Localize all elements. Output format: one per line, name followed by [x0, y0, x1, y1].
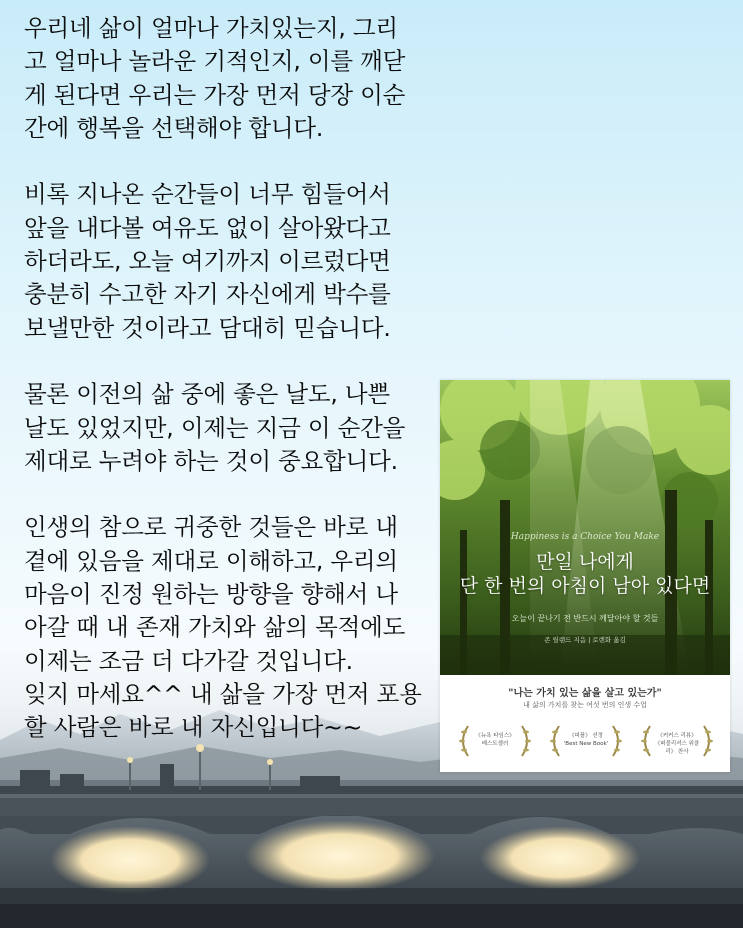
paragraph-gap	[24, 345, 444, 378]
text-line: 앞을 내다볼 여유도 없이 살아왔다고	[24, 213, 391, 242]
text-line: 마음이 진정 원하는 방향을 향해서 나	[24, 580, 398, 609]
book-english-title: Happiness is a Choice You Make	[510, 532, 660, 542]
text-line: 아갈 때 내 존재 가치와 삶의 목적에도	[24, 613, 406, 642]
paragraph-gap	[24, 478, 444, 511]
text-line: 간에 행복을 선택해야 합니다.	[24, 113, 324, 142]
text-line: 인생의 참으로 귀중한 것들은 바로 내	[24, 513, 398, 542]
award-badge	[638, 722, 716, 760]
paragraph-gap	[24, 145, 444, 178]
text-line: 할 사람은 바로 내 자신입니다~~	[24, 713, 363, 742]
text-line: 하더라도, 오늘 여기까지 이르렀다면	[24, 247, 391, 276]
book-quote-sub: 내 삶의 가치를 찾는 여섯 번의 인생 수업	[523, 701, 647, 709]
award-line: 《피플》 선정	[568, 733, 603, 739]
award-label	[652, 732, 702, 756]
award-line: 《뉴욕 타임스》	[475, 733, 515, 739]
text-line: 잊지 마세요^^ 내 삶을 가장 먼저 포용	[24, 679, 422, 708]
text-line: 제대로 누려야 하는 것이 중요합니다.	[24, 446, 398, 475]
award-badge	[456, 722, 534, 760]
award-label	[561, 732, 611, 748]
book-title-line: 만일 나에게	[536, 551, 634, 573]
text-line: 충분히 수고한 자기 자신에게 박수를	[24, 280, 391, 309]
text-line: 곁에 있음을 제대로 이해하고, 우리의	[24, 546, 398, 575]
text-line: 고 얼마나 놀라운 기적인지, 이를 깨닫	[24, 47, 406, 76]
book-author: 존 릴랜드 지음 | 로렌화 옮김	[544, 636, 626, 644]
text-line: 이제는 조금 더 다가갈 것입니다.	[24, 646, 353, 675]
book-cover-art	[440, 380, 730, 675]
text-line: 물론 이전의 삶 중에 좋은 날도, 나쁜	[24, 380, 390, 409]
book-quote: "나는 가치 있는 삶을 살고 있는가"	[508, 688, 662, 699]
award-line: 'Best New Book'	[563, 741, 609, 747]
book-subtitle: 오늘이 끝나기 전 반드시 깨달아야 할 것들	[511, 614, 659, 623]
forest-image	[440, 380, 730, 675]
text-line: 우리네 삶이 얼마나 가치있는지, 그리	[24, 14, 398, 42]
book-cover	[440, 380, 730, 772]
text-line: 비록 지나온 순간들이 너무 힘들어서	[24, 180, 391, 209]
main-text	[24, 12, 444, 745]
award-badge	[547, 722, 625, 760]
award-label	[470, 732, 520, 748]
book-title	[440, 550, 730, 598]
award-line: 《커커스 리뷰》	[657, 733, 697, 739]
award-line: 베스트셀러	[481, 741, 509, 747]
text-line: 보낼만한 것이라고 담대히 믿습니다.	[24, 313, 391, 342]
award-line: 《퍼블리셔스 위클리》 찬사	[654, 741, 700, 755]
text-line: 게 된다면 우리는 가장 먼저 당장 이순	[24, 80, 406, 109]
text-line: 날도 있었지만, 이제는 지금 이 순간을	[24, 413, 406, 442]
book-awards	[456, 722, 716, 760]
book-title-line: 단 한 번의 아침이 남아 있다면	[459, 575, 711, 597]
